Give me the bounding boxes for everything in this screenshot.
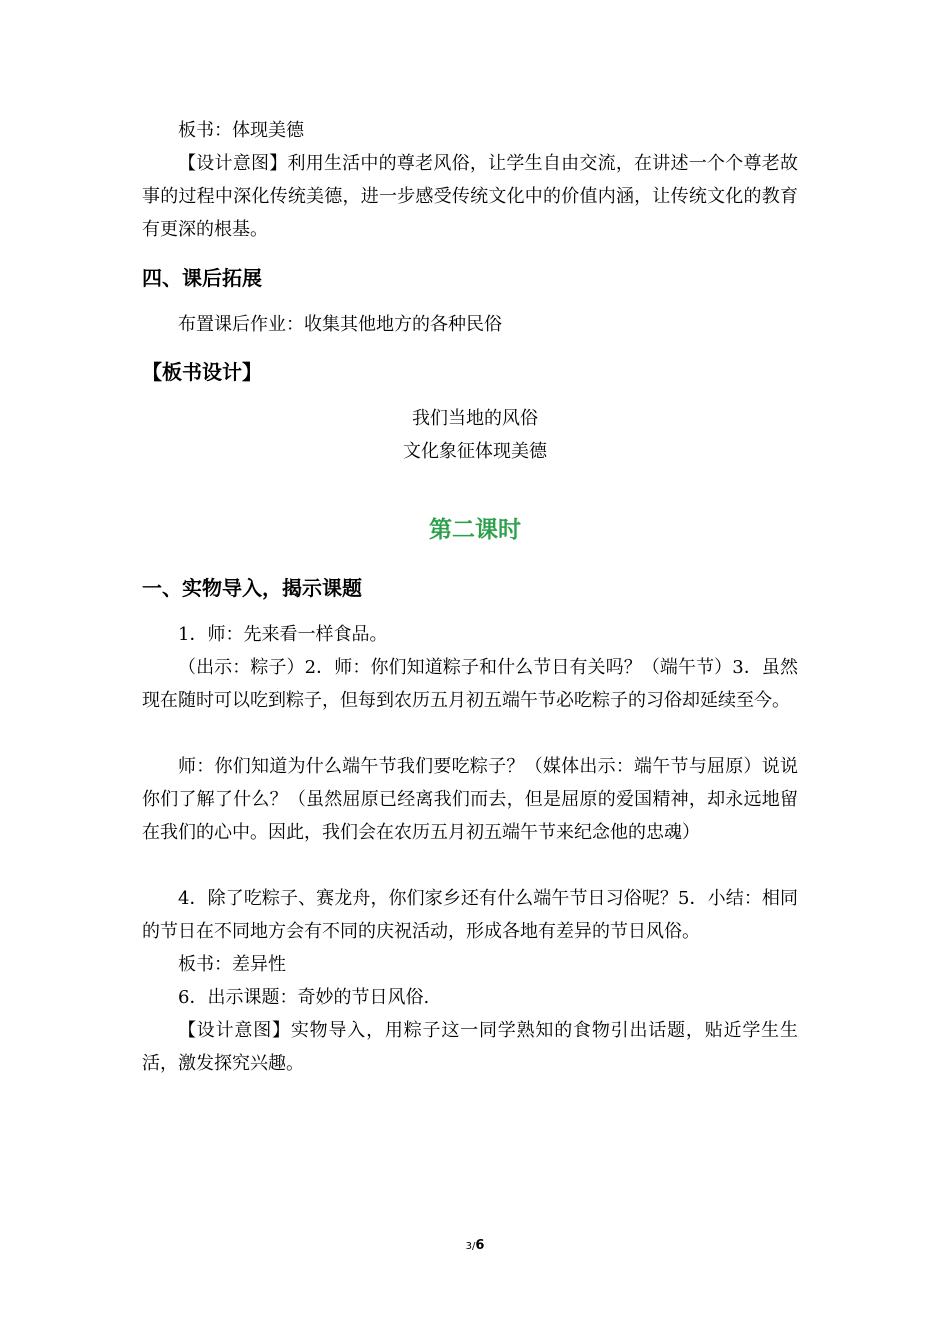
section-heading-extension: 四、课后拓展 — [142, 266, 262, 290]
board-design-line-1: 我们当地的风俗 — [412, 408, 538, 429]
lesson-title: 第二课时 — [429, 517, 521, 543]
page-total: 6 — [475, 1238, 485, 1253]
lesson-paragraph-3: 师：你们知道为什么端午节我们要吃粽子？（媒体出示：端午节与屈原）说说你们了解了什么？（虽然屈原已经离我们而去，但是屈原的爱国精神，却永远地留在我们的心中。因此，我们会在农历五月初五端午节来纪念他的忠魂） — [142, 756, 798, 843]
section-heading-introduction: 一、实物导入，揭示课题 — [142, 576, 362, 600]
design-intent-paragraph-2: 【设计意图】实物导入，用粽子这一同学熟知的食物引出话题，贴近学生生活，激发探究兴趣。 — [142, 1020, 798, 1074]
lesson-paragraph-1: 1．师：先来看一样食品。 — [178, 624, 388, 645]
board-note-difference: 板书：差异性 — [178, 954, 286, 975]
design-intent-paragraph-1: 【设计意图】利用生活中的尊老风俗，让学生自由交流，在讲述一个个尊老故事的过程中深化传统美德，进一步感受传统文化中的价值内涵，让传统文化的教育有更深的根基。 — [142, 153, 798, 240]
board-design-heading: 【板书设计】 — [142, 360, 262, 384]
page-number — [0, 1238, 950, 1253]
homework-paragraph: 布置课后作业：收集其他地方的各种民俗 — [178, 314, 502, 335]
board-design-line-2: 文化象征体现美德 — [403, 441, 547, 462]
page-current: 3 — [465, 1241, 472, 1252]
lesson-paragraph-6: 6．出示课题：奇妙的节日风俗. — [178, 987, 430, 1008]
lesson-paragraph-4: 4．除了吃粽子、赛龙舟，你们家乡还有什么端午节日习俗呢？5．小结：相同的节日在不同地方会有不同的庆祝活动，形成各地有差异的节日风俗。 — [142, 888, 798, 942]
lesson-paragraph-2: （出示：粽子）2．师：你们知道粽子和什么节日有关吗？（端午节）3．虽然现在随时可以吃到粽子，但每到农历五月初五端午节必吃粽子的习俗却延续至今。 — [142, 657, 798, 711]
board-note-virtue: 板书：体现美德 — [178, 120, 304, 141]
page-separator: / — [471, 1241, 476, 1252]
